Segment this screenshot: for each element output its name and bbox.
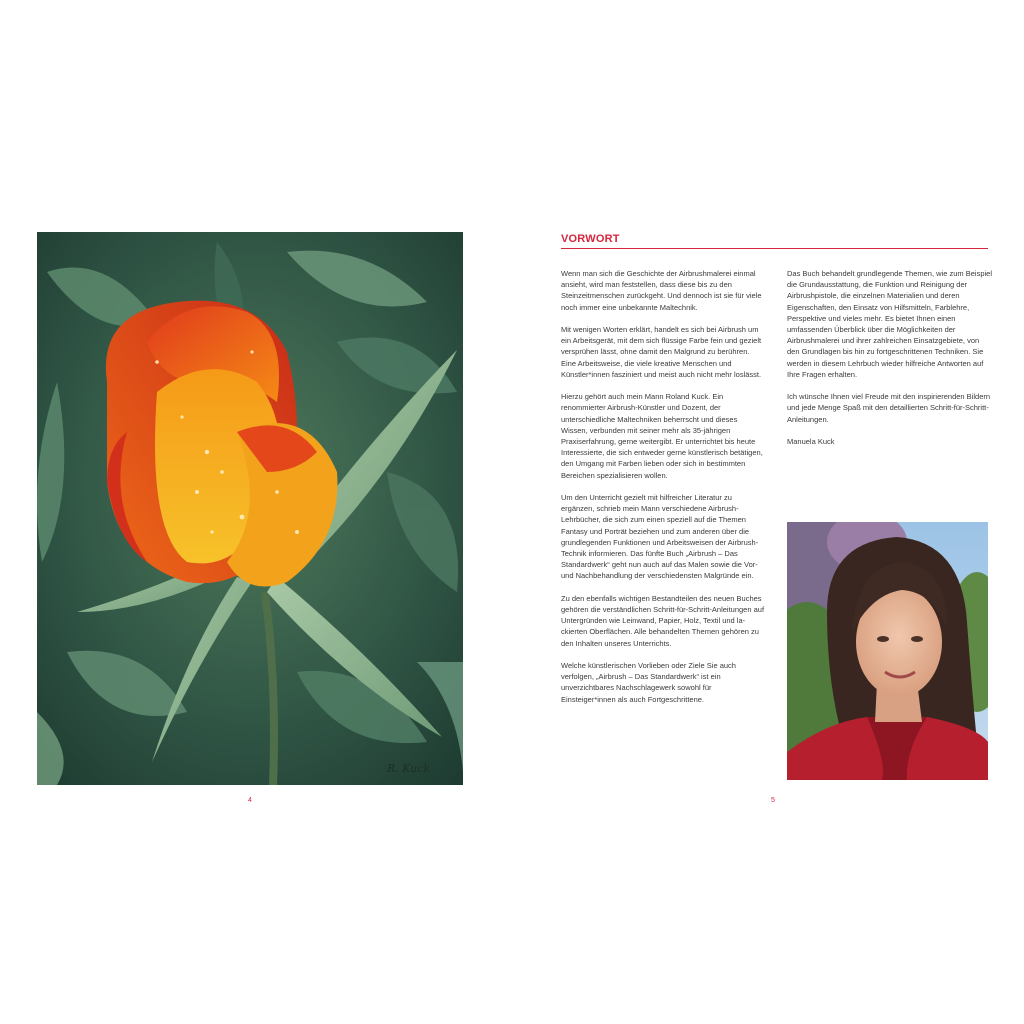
author-signoff: Manuela Kuck bbox=[787, 437, 835, 447]
text-column-1 bbox=[561, 268, 766, 716]
text-column-2 bbox=[787, 268, 992, 458]
paragraph: Um den Unterricht gezielt mit hilfreicher Literatur zu ergänzen, schrieb mein Mann verschiedene Airbrush-Lehrbücher, die sich zum einen speziell auf die Themen Fantasy und Porträt beziehen und zum anderen über die grundlegenden Funktionen und Arbeitsweisen der Airbrush-Technik informieren. Das fünfte Buch „Airbrush – Das Standardwerk“ geht nun auch auf das Malen sowie die Vor- und Nachbehandlung der verschiedensten Malgründe ein. bbox=[561, 493, 759, 581]
paragraph: Welche künstlerischen Vorlieben oder Ziele Sie auch verfolgen, „Airbrush – Das Standardwerk“ ist ein unverzichtbares Nachschlagewerk sowohl für Einsteiger*innen als auch Fortgeschrittene. bbox=[561, 661, 736, 704]
paragraph: Das Buch behandelt grundlegende Themen, wie zum Beispiel die Grundausstattung, die Funktion und Reinigung der Airbrushpistole, die einzelnen Materialien und deren Eigenschaften, den Einsatz von Hilfsmitteln, Farblehre, Perspektive und vieles mehr. Es bietet Ihnen einen umfassenden Überblick über die Möglichkeiten der Airbrushmalerei und ihrer zahlreichen Einsatzgebiete, von den Grundlagen bis hin zu fortgeschrittenen Techniken. Sie werden in diesem Lehrbuch wieder hilfreiche Antworten auf Ihre Fragen erhalten. bbox=[787, 269, 992, 379]
section-heading: VORWORT bbox=[561, 233, 620, 245]
paragraph: Zu den ebenfalls wichtigen Bestandteilen des neuen Buches gehören die verständlichen Schritt-für-Schritt-Anleitungen auf Untergründen wie Leinwand, Papier, Holz, Textil und lackierten Oberflächen. Alle behandelten Themen gehören zu den Inhalten unseres Unterrichts. bbox=[561, 593, 765, 648]
heading-rule bbox=[561, 248, 988, 249]
paragraph: Mit wenigen Worten erklärt, handelt es sich bei Airbrush um ein Arbeitsgerät, mit dem sich flüssige Farbe fein und gezielt versprühen lässt, ohne damit den Malgrund zu berühren. Eine Arbeitsweise, die viele kreative Menschen und Künstler*innen fasziniert und meist auch nicht mehr loslässt. bbox=[561, 325, 762, 379]
page-number-left: 4 bbox=[248, 797, 252, 804]
paragraph: Wenn man sich die Geschichte der Airbrushmalerei einmal ansieht, wird man feststellen, dass diese bis zu den Steinzeitmenschen zurückgeht. Und dennoch ist sie für viele noch immer eine unbekannte Maltechnik. bbox=[561, 269, 762, 312]
rose-painting bbox=[37, 232, 463, 785]
page-number-right: 5 bbox=[771, 797, 775, 804]
author-photo bbox=[787, 522, 988, 780]
paragraph: Ich wünsche Ihnen viel Freude mit den inspirierenden Bildern und jede Menge Spaß mit den detaillierten Schritt-für-Schritt-Anleitungen. bbox=[787, 392, 991, 424]
painter-signature: R. Kuck bbox=[387, 762, 431, 775]
paragraph: Hierzu gehört auch mein Mann Roland Kuck. Ein renommierter Airbrush-Künstler und Dozent, der unterschiedliche Maltechniken beherrscht und dieses Wissen, verbunden mit seiner mehr als 35-jährigen Praxiserfahrung, gerne weitergibt. Er unterrichtet bis heute Interessierte, die sich entweder gerne künstlerisch betätigen, den Umgang mit Farben lieben oder sich in bestimmten Bereichen spezialisieren wollen. bbox=[561, 392, 763, 480]
